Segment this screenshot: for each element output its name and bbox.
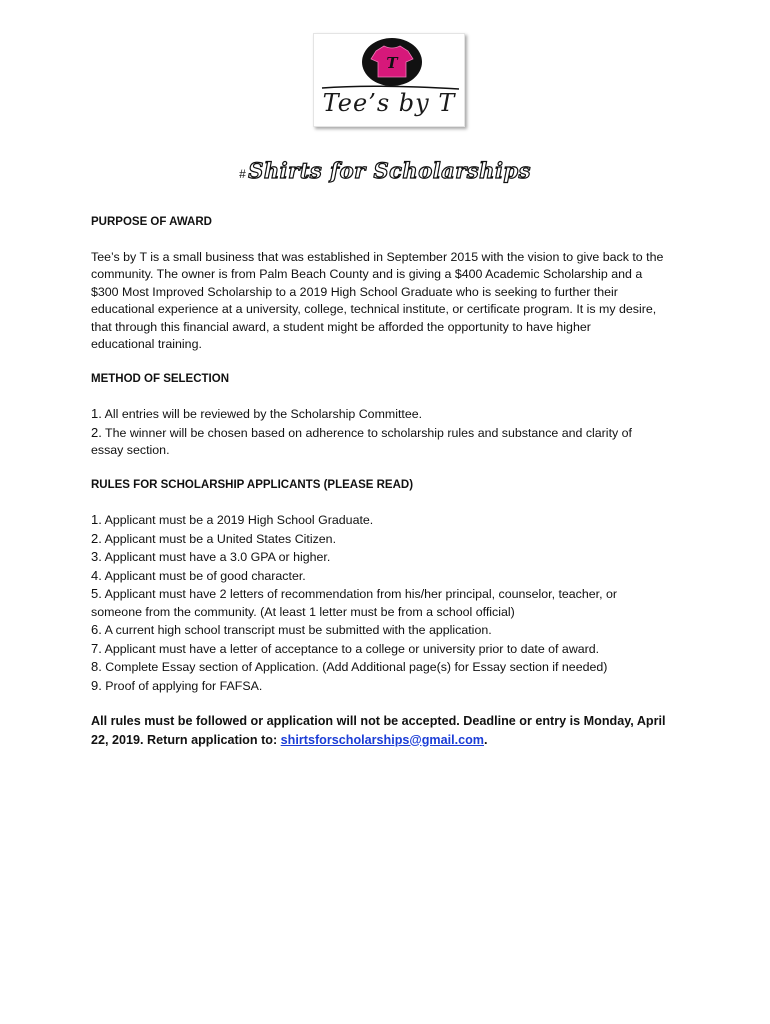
svg-text:Tee’s by T: Tee’s by T [322,89,456,117]
brand-logo [313,33,465,127]
return-suffix: . [484,732,488,747]
rule-item-number: 2. [91,530,102,546]
rule-item-number: 7. [91,640,102,656]
rule-item-text: Applicant must have 2 letters of recommendation from his/her principal, counselor, teacher, or [101,587,618,601]
method-item [91,424,686,443]
rules-heading: RULES FOR SCHOLARSHIP APPLICANTS (PLEASE READ) [91,478,414,491]
method-item-text: All entries will be reviewed by the Scholarship Committee. [101,407,423,421]
return-prefix: 22, 2019. Return application to: [91,732,281,747]
purpose-line: Tee’s by T is a small business that was established in September 2015 with the vision to give back to the [91,249,664,264]
method-item [91,405,686,424]
rule-item-number: 3. [91,549,102,564]
method-item-number: 1. [91,406,102,421]
rule-item-number: 1. [91,512,102,527]
return-instructions [91,731,686,750]
headline-text: Shirts for Scholarships [248,158,531,183]
rule-item-text: someone from the community. (At least 1 letter must be from a school official) [91,604,515,619]
purpose-line: community. The owner is from Palm Beach County and is giving a $400 Academic Scholarship and a [91,267,643,281]
method-continuation: essay section. [91,443,170,457]
rule-item [91,511,686,530]
method-item-number: 2. [91,424,102,440]
rule-item-text: Complete Essay section of Application. (Add Additional page(s) for Essay section if needed) [101,660,608,674]
rule-item-text: Applicant must be of good character. [101,568,306,583]
rule-item [91,567,686,586]
document-body [91,214,686,749]
svg-text:T: T [386,54,398,72]
rule-item [91,621,686,640]
method-item-text: The winner will be chosen based on adherence to scholarship rules and substance and clarity of [101,425,632,440]
rule-item-text: Proof of applying for FAFSA. [101,678,263,693]
rule-item [91,548,686,567]
method-heading: METHOD OF SELECTION [91,372,229,385]
purpose-line: educational training. [91,337,202,351]
rule-item [91,658,686,677]
purpose-line: that through this financial award, a student might be afforded the opportunity to have higher [91,319,591,334]
rule-item [91,530,686,549]
campaign-headline [0,158,770,183]
rule-item-text: Applicant must have a letter of acceptance to a college or university prior to date of award. [101,641,600,656]
rule-item-text: A current high school transcript must be submitted with the application. [101,623,492,637]
rule-item-number: 4. [91,567,102,583]
tshirt-logo-icon [314,34,464,126]
headline-hash: # [239,167,247,181]
rule-item-number: 8. [91,659,102,674]
rule-item-text: Applicant must be a 2019 High School Graduate. [101,513,374,527]
rule-item [91,585,686,604]
rule-item-continuation [91,604,686,622]
deadline-notice: All rules must be followed or application will not be accepted. Deadline or entry is Monday, April [91,714,666,728]
rule-item [91,640,686,659]
email-link[interactable]: shirtsforscholarships@gmail.com [280,732,484,747]
purpose-heading: PURPOSE OF AWARD [91,216,212,228]
rule-item-text: Applicant must have a 3.0 GPA or higher. [101,550,331,564]
rule-item-number: 6. [91,622,102,637]
purpose-line: $300 Most Improved Scholarship to a 2019 High School Graduate who is seeking to further their [91,284,618,299]
rule-item-number: 5. [91,586,102,601]
rule-item-number: 9. [91,677,102,693]
rule-item [91,677,686,696]
purpose-line: educational experience at a university, college, technical institute, or certificate program. It is my desire, [91,302,657,316]
rule-item-text: Applicant must be a United States Citizen. [101,531,337,546]
